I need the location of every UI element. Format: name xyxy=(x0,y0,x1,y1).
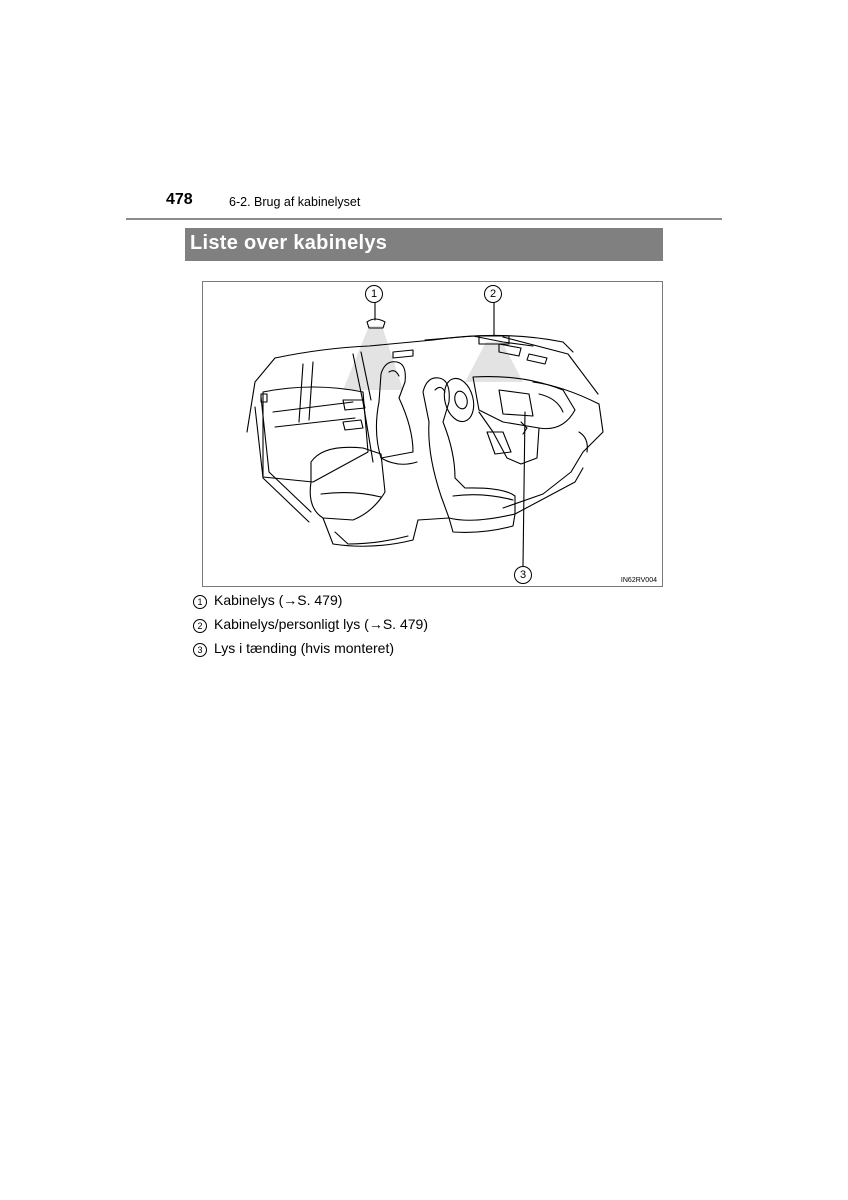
callout-1: 1 xyxy=(365,285,383,303)
legend-item xyxy=(193,592,653,616)
legend-item xyxy=(193,640,653,664)
cabin-lights-figure xyxy=(202,281,663,587)
callout-2: 2 xyxy=(484,285,502,303)
page-number: 478 xyxy=(166,191,193,208)
legend-number: 2 xyxy=(193,619,207,633)
legend-list xyxy=(193,592,653,664)
section-title-bar xyxy=(185,228,663,261)
section-label: 6-2. Brug af kabinelyset xyxy=(229,195,361,209)
legend-text: Lys i tænding (hvis monteret) xyxy=(214,640,394,656)
legend-number: 1 xyxy=(193,595,207,609)
car-interior-illustration xyxy=(203,282,663,587)
page-header xyxy=(126,190,722,220)
legend-number: 3 xyxy=(193,643,207,657)
legend-text: Kabinelys (→S. 479) xyxy=(214,592,343,608)
section-title: Liste over kabinelys xyxy=(190,232,388,254)
callout-3: 3 xyxy=(514,566,532,584)
legend-text: Kabinelys/personligt lys (→S. 479) xyxy=(214,616,428,632)
light-beam-2 xyxy=(465,342,523,382)
figure-code: IN62RV004 xyxy=(620,577,657,584)
legend-item xyxy=(193,616,653,640)
